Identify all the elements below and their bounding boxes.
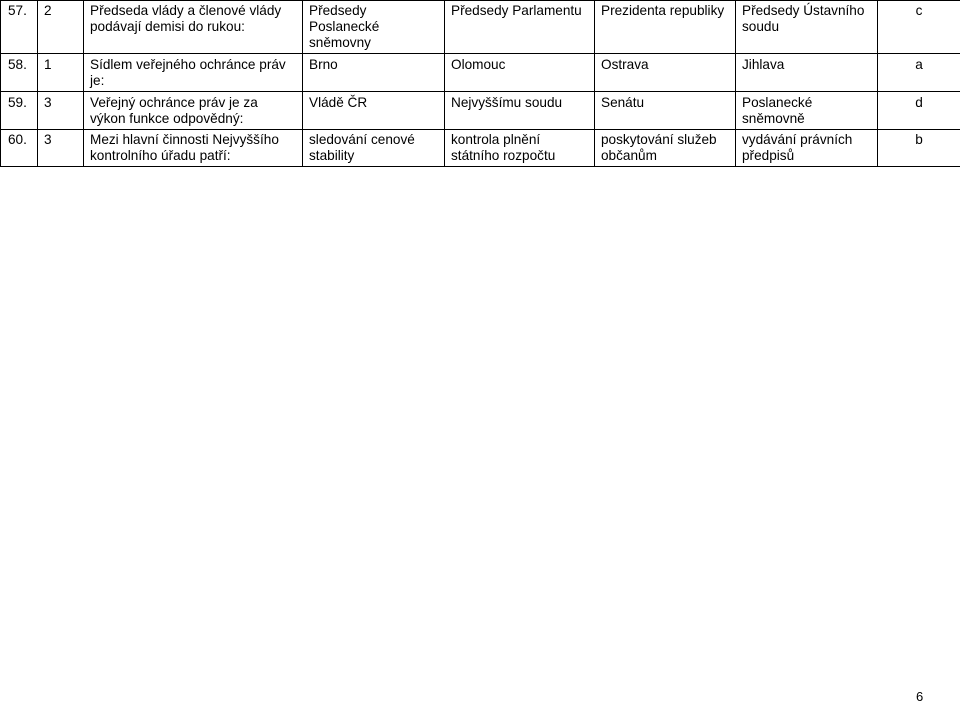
question-number: 59. (1, 92, 38, 130)
table-row (1, 1, 960, 54)
question-points: 3 (38, 130, 84, 167)
option-c: Senátu (595, 92, 736, 130)
option-b: Předsedy Parlamentu (445, 1, 595, 54)
option-c: poskytování služeb občanům (595, 130, 736, 167)
option-b: kontrola plnění státního rozpočtu (445, 130, 595, 167)
option-b: Nejvyššímu soudu (445, 92, 595, 130)
table-row (1, 92, 960, 130)
option-c: Prezidenta republiky (595, 1, 736, 54)
page-number: 6 (916, 689, 924, 704)
question-text: Sídlem veřejného ochránce práv je: (84, 54, 303, 92)
question-text: Předseda vlády a členové vlády podávají demisi do rukou: (84, 1, 303, 54)
correct-answer: c (878, 1, 960, 54)
option-a: Brno (303, 54, 445, 92)
question-number: 58. (1, 54, 38, 92)
question-points: 3 (38, 92, 84, 130)
option-d: Předsedy Ústavního soudu (736, 1, 878, 54)
question-text: Mezi hlavní činnosti Nejvyššího kontrolního úřadu patří: (84, 130, 303, 167)
option-d: Poslanecké sněmovně (736, 92, 878, 130)
question-number: 60. (1, 130, 38, 167)
option-d: vydávání právních předpisů (736, 130, 878, 167)
option-a: Vládě ČR (303, 92, 445, 130)
question-points: 2 (38, 1, 84, 54)
option-a: sledování cenové stability (303, 130, 445, 167)
question-points: 1 (38, 54, 84, 92)
table-row (1, 54, 960, 92)
option-d: Jihlava (736, 54, 878, 92)
correct-answer: a (878, 54, 960, 92)
option-b: Olomouc (445, 54, 595, 92)
option-a: Předsedy Poslanecké sněmovny (303, 1, 445, 54)
question-number: 57. (1, 1, 38, 54)
correct-answer: b (878, 130, 960, 167)
quiz-table (0, 0, 960, 167)
correct-answer: d (878, 92, 960, 130)
question-text: Veřejný ochránce práv je za výkon funkce odpovědný: (84, 92, 303, 130)
table-row (1, 130, 960, 167)
option-c: Ostrava (595, 54, 736, 92)
